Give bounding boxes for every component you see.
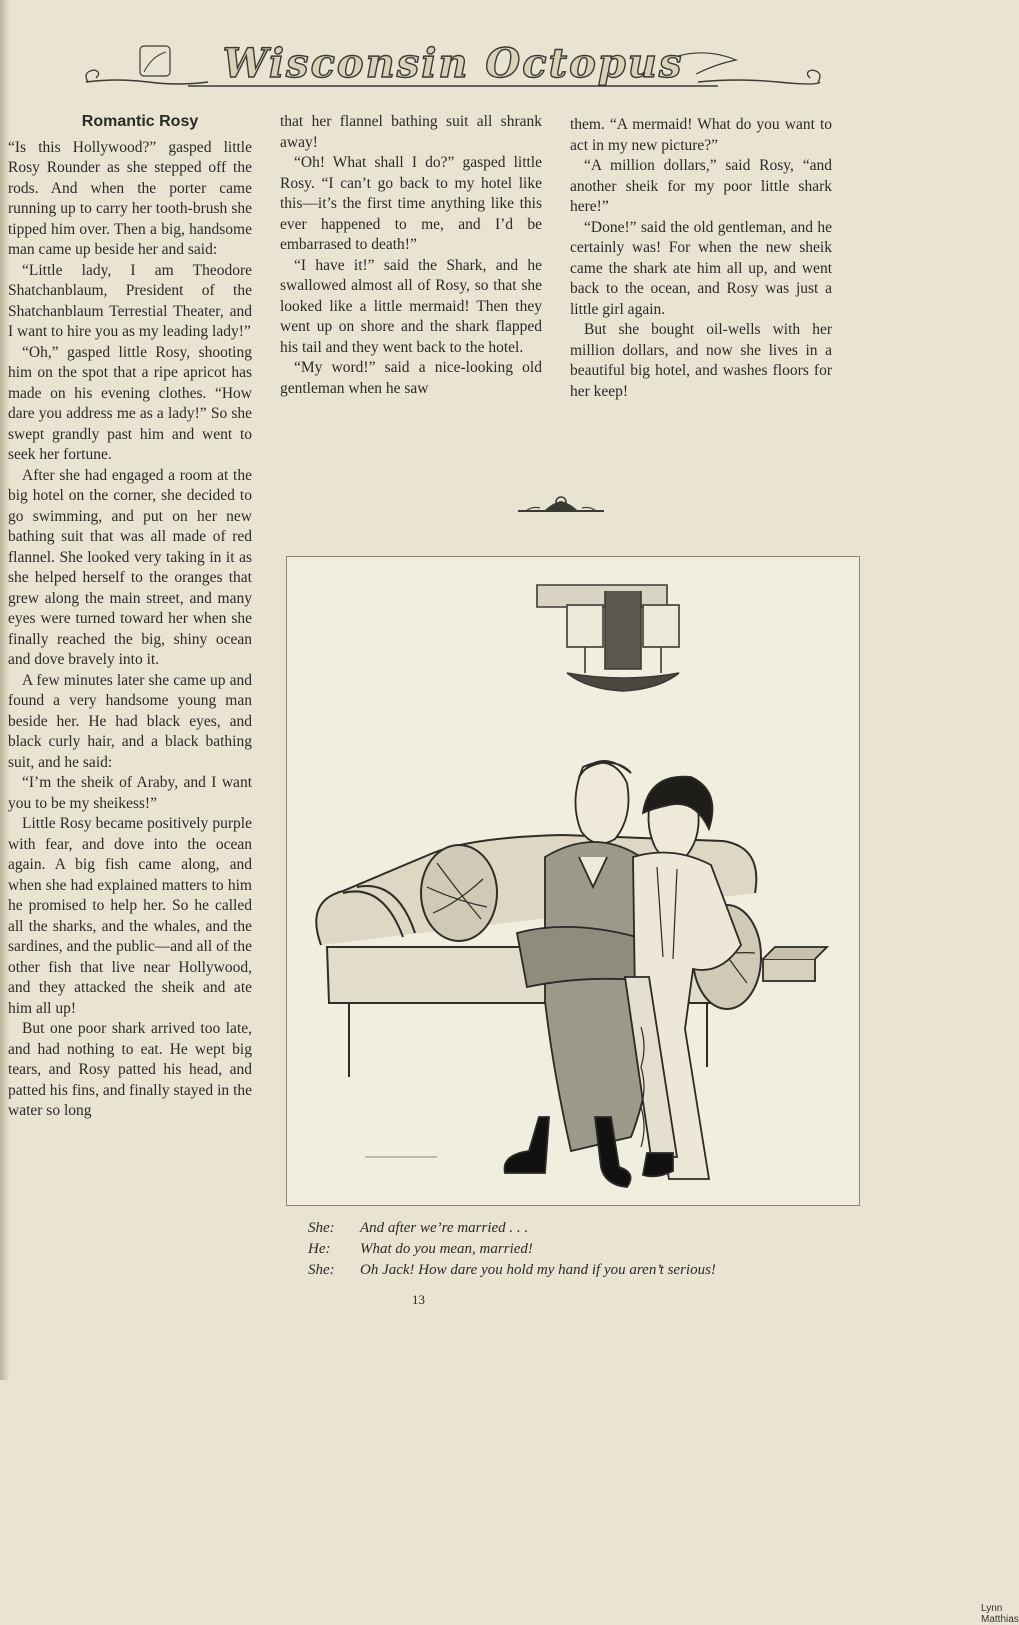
artist-signature: Lynn Matthias bbox=[981, 1603, 1019, 1625]
page-number: 13 bbox=[412, 1292, 425, 1307]
paragraph: Little Rosy became positively purple with fear, and dove into the ocean again. A big fish came along, and when she had explained matters to him he promised to help her. So he called all the sharks, and the whales, and the sardines, and the public—and all of the other fish that live near Hollywood, and they attacked the sheik and ate him all up! bbox=[8, 815, 252, 1017]
caption-speaker: He: bbox=[308, 1241, 331, 1257]
paragraph: A few minutes later she came up and found a very handsome young man beside her. He had black eyes, and black curly hair, and a black bathing suit, and he said: bbox=[8, 671, 252, 771]
paragraph: that her flannel bathing suit all shrank away! bbox=[280, 113, 542, 151]
caption-text: What do you mean, married! bbox=[360, 1241, 533, 1257]
paragraph: “Is this Hollywood?” gasped little Rosy Rounder as she stepped off the rods. And when the porter came running up to carry her tooth-brush she tipped him over. Then a big, handsome man came up beside her and said: bbox=[8, 138, 252, 258]
ornamental-divider bbox=[516, 494, 606, 516]
story-column-1 bbox=[8, 112, 252, 1122]
paragraph: “My word!” said a nice-looking old gentleman when he saw bbox=[280, 359, 542, 397]
paragraph: “Oh,” gasped little Rosy, shooting him on the spot that a ripe apricot has made on his evening clothes. “How dare you address me as a lady!” So she swept grandly past him and went to seek her fortune. bbox=[8, 343, 252, 463]
caption-speaker: She: bbox=[308, 1262, 335, 1278]
masthead-title: Wisconsin Octopus bbox=[222, 40, 684, 87]
paragraph: “Little lady, I am Theodore Shatchanblaum, President of the Shatchanblaum Terrestial Theater, and I want to hire you as my leading lady!” bbox=[8, 261, 252, 340]
illustration-caption bbox=[308, 1218, 868, 1281]
illustration-drawing bbox=[287, 557, 859, 1205]
paragraph: them. “A mermaid! What do you want to act in my new picture?” bbox=[570, 116, 832, 154]
paragraph: “Done!” said the old gentleman, and he certainly was! For when the new sheik came the shark ate him all up, and went back to the ocean, and Rosy was just a little girl again. bbox=[570, 218, 832, 318]
caption-text: Oh Jack! How dare you hold my hand if you aren’t serious! bbox=[360, 1262, 716, 1278]
caption-line bbox=[308, 1218, 868, 1239]
caption-line bbox=[308, 1239, 868, 1260]
caption-text: And after we’re married . . . bbox=[360, 1220, 529, 1236]
paragraph: “I’m the sheik of Araby, and I want you to be my sheikess!” bbox=[8, 774, 252, 812]
paragraph: After she had engaged a room at the big hotel on the corner, she decided to go swimming, and put on her new bathing suit that was all made of red flannel. She looked very taking in it as she helped herself to the oranges that grew along the main street, and many eyes were turned toward her when she finally reached the big, shiny ocean and dove bravely into it. bbox=[8, 466, 252, 668]
story-title: Romantic Rosy bbox=[81, 113, 199, 130]
paragraph: But one poor shark arrived too late, and had nothing to eat. He wept big tears, and Rosy patted his head, and patted his fins, and finally stayed in the water so long bbox=[8, 1020, 252, 1119]
caption-speaker: She: bbox=[308, 1220, 335, 1236]
story-column-3 bbox=[570, 115, 832, 402]
paragraph: “I have it!” said the Shark, and he swallowed almost all of Rosy, so that she looked like a little mermaid! Then they went up on shore and the shark flapped his tail and they went back to the hotel. bbox=[280, 256, 542, 356]
paragraph: But she bought oil-wells with her million dollars, and now she lives in a beautiful big hotel, and washes floors for her keep! bbox=[570, 321, 832, 400]
story-column-2 bbox=[280, 112, 542, 399]
masthead bbox=[78, 38, 828, 98]
caption-line bbox=[308, 1260, 868, 1281]
paragraph: “Oh! What shall I do?” gasped little Rosy. “I can’t go back to my hotel like this—it’s the first time anything like this ever happened to me, and I’d be embarrased to death!” bbox=[280, 154, 542, 253]
paragraph: “A million dollars,” said Rosy, “and another sheik for my poor little shark here!” bbox=[570, 157, 832, 215]
wall-sconce-icon bbox=[537, 585, 679, 691]
